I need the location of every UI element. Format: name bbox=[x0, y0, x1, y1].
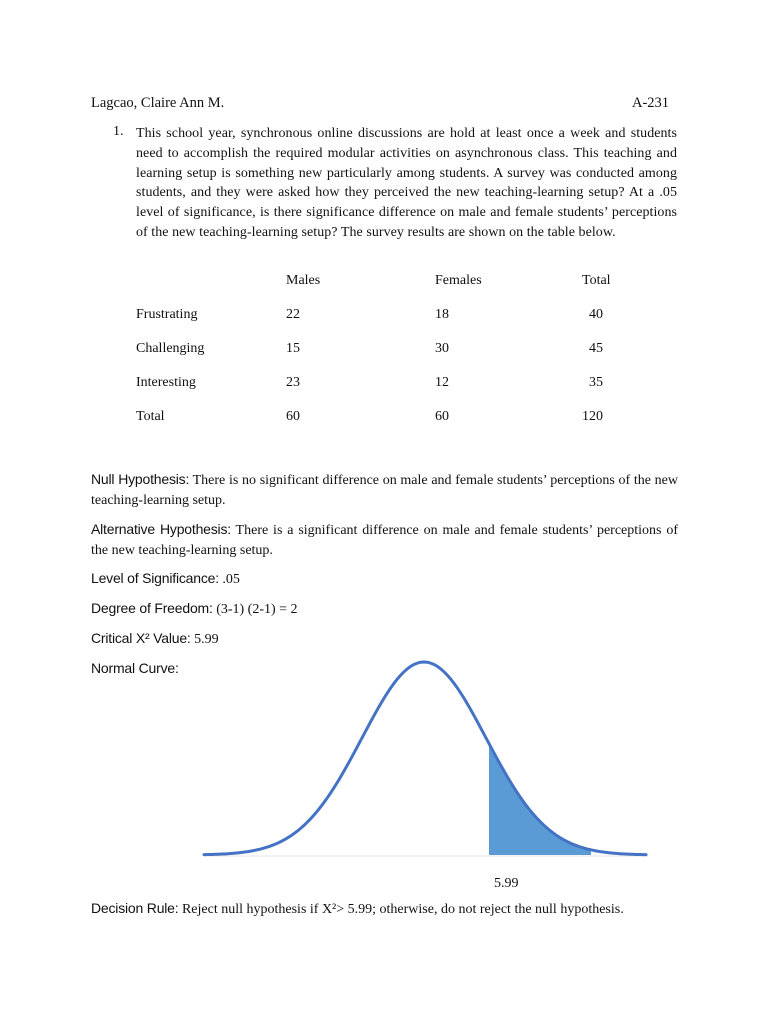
degree-freedom-label: Degree of Freedom: bbox=[91, 600, 213, 616]
section-code: A-231 bbox=[632, 95, 670, 111]
table-header-females: Females bbox=[435, 273, 482, 288]
table-cell: 23 bbox=[286, 375, 300, 390]
level-of-significance bbox=[91, 570, 240, 588]
alt-hypothesis-label: Alternative Hypothesis: bbox=[91, 521, 231, 537]
critical-value-label: Critical X² Value: bbox=[91, 630, 191, 646]
table-cell: 22 bbox=[286, 307, 300, 322]
table-cell: 120 bbox=[582, 409, 603, 424]
question-number: 1. bbox=[113, 124, 124, 139]
table-header-males: Males bbox=[286, 273, 321, 288]
alt-hypothesis-text: There is a significant difference on male and female students’ perceptions of the new teaching-learning setup. bbox=[91, 523, 678, 558]
critical-value bbox=[91, 630, 219, 648]
decision-rule bbox=[91, 900, 624, 918]
rejection-region-shade bbox=[489, 745, 591, 855]
table-row-label: Total bbox=[136, 409, 165, 424]
null-hypothesis-label: Null Hypothesis: bbox=[91, 471, 190, 487]
normal-curve-line bbox=[204, 662, 646, 855]
degree-of-freedom bbox=[91, 600, 298, 618]
table-cell: 60 bbox=[435, 409, 449, 424]
degree-freedom-value: (3-1) (2-1) = 2 bbox=[212, 602, 298, 617]
normal-curve-figure bbox=[196, 650, 656, 900]
table-cell: 12 bbox=[435, 375, 449, 390]
table-cell: 40 bbox=[589, 307, 603, 322]
table-cell: 15 bbox=[286, 341, 300, 356]
table-row-label: Interesting bbox=[136, 375, 196, 390]
table-cell: 60 bbox=[286, 409, 300, 424]
question-text: This school year, synchronous online discussions are hold at least once a week and students need to accomplish the required modular activities on asynchronous class. This teaching and learning setup is something new particularly among students. A survey was conducted among students, and they were asked how they perceived the new teaching-learning setup? At a .05 level of significance, is there significance difference on male and female students’ perceptions of the new teaching-learning setup? The survey results are shown on the table below. bbox=[136, 126, 677, 240]
table-header-total: Total bbox=[582, 273, 611, 288]
table-cell: 45 bbox=[589, 341, 603, 356]
student-name: Lagcao, Claire Ann M. bbox=[91, 95, 225, 111]
significance-label: Level of Significance: bbox=[91, 570, 219, 586]
critical-value-marker: 5.99 bbox=[494, 876, 519, 891]
table-row-label: Frustrating bbox=[136, 307, 198, 322]
alternative-hypothesis bbox=[91, 520, 678, 561]
null-hypothesis-text: There is no significant difference on male and female students’ perceptions of the new teaching-learning setup. bbox=[91, 473, 678, 508]
table-cell: 18 bbox=[435, 307, 449, 322]
table-row-label: Challenging bbox=[136, 341, 205, 356]
table-cell: 35 bbox=[589, 375, 603, 390]
null-hypothesis bbox=[91, 470, 678, 511]
table-cell: 30 bbox=[435, 341, 449, 356]
decision-rule-label: Decision Rule: bbox=[91, 900, 179, 916]
significance-value: .05 bbox=[218, 572, 240, 587]
normal-curve-label: Normal Curve: bbox=[91, 660, 179, 676]
critical-value-value: 5.99 bbox=[190, 632, 219, 647]
decision-rule-text: Reject null hypothesis if X²> 5.99; otherwise, do not reject the null hypothesis. bbox=[178, 902, 624, 917]
